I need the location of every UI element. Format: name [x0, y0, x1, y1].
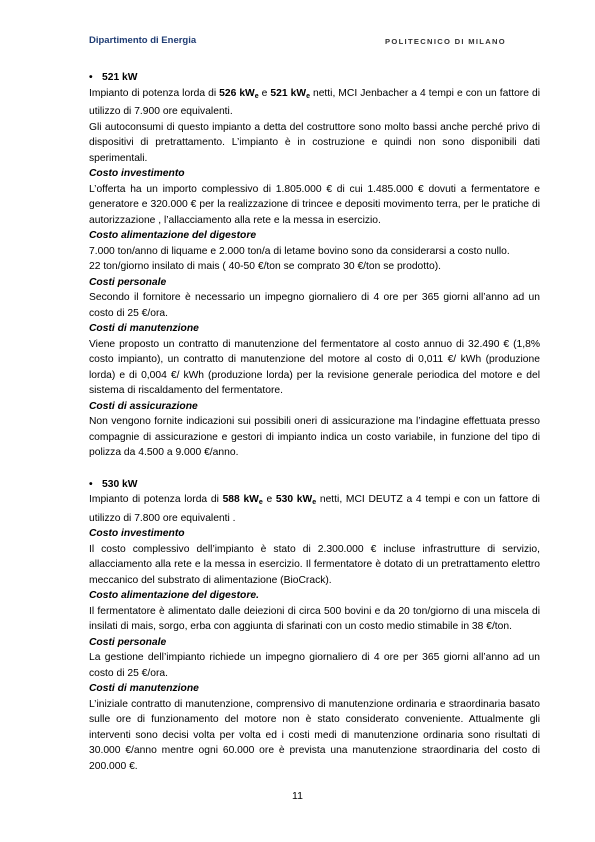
paragraph: Viene proposto un contratto di manutenzione del fermentatore al costo annuo di 32.490 € (1,8% costo impianto), un contratto di manutenzione del motore al costo di 0,011 €/ kWh (produzione lorda) e di 0,004 €/ kWh (produzione lorda) per la revisione generale periodica del motore e del sistema di riscaldamento del fermentatore. [89, 338, 540, 396]
subheading-maintenance: Costi di manutenzione [89, 323, 199, 334]
subheading-insurance: Costi di assicurazione [89, 400, 198, 412]
paragraph: L’offerta ha un importo complessivo di 1.805.000 € di cui 1.485.000 € dovuti a fermentatore e generatore e 320.000 € per la realizzazione di trincee e depositi movimento terra, per le pratiche di autorizzazione , l’allacciamento alla rete e la messa in esercizio. [89, 183, 540, 226]
section-530kw-heading [89, 477, 540, 493]
gross-power: 526 $kW_e$ [219, 87, 259, 100]
document-body [89, 70, 540, 774]
subheading-feed: Costo alimentazione del digestore [89, 230, 257, 241]
university-name: POLITECNICO DI MILANO [385, 37, 506, 46]
department-name: Dipartimento di Energia [89, 35, 197, 46]
net-power: 521 $kW_e$ [270, 87, 310, 100]
plant-description: Impianto di potenza lorda di 526 $kW_e$ e 521 $kW_e$ netti, MCI Jenbacher a 4 tempi e con un fattore di utilizzo di 7.900 ore equivalenti. [89, 87, 540, 117]
plant-description: Impianto di potenza lorda di 588 $kW_e$ e 530 $kW_e$ netti, MCI DEUTZ a 4 tempi e con un fattore di utilizzo di 7.800 ore equivalenti . [89, 494, 540, 524]
gross-power: 588 $kW_e$ [222, 494, 263, 506]
section-title: 521 kW [102, 72, 138, 83]
paragraph: L’iniziale contratto di manutenzione, comprensivo di manutenzione ordinaria e straordinaria basato sulle ore di funzionamento del motore non è stato considerato conveniente. Attualmente gli interventi sono decisi volta per volta ed i costi medi di manutenzione ordinaria sono risultati di 30.000 €/anno mentre ogni 60.000 ore è prevista una manutenzione straordinaria del costo di 200.000 €. [89, 698, 540, 772]
paragraph: Non vengono fornite indicazioni sui possibili oneri di assicurazione ma l’indagine effettuata presso compagnie di assicurazione e gestori di impianto indica un costo variabile, in funzione del tipo di polizza da 4.500 a 9.000 €/anno. [89, 416, 540, 458]
paragraph: La gestione dell’impianto richiede un impegno giornaliero di 4 ore per 365 giorni all’anno ad un costo di 25 €/ora. [89, 652, 540, 679]
subheading-feed: Costo alimentazione del digestore. [89, 590, 259, 601]
paragraph: Il fermentatore è alimentato dalle deiezioni di circa 500 bovini e da 20 ton/giorno di una miscela di insilati di mais, sorgo, erba con aggiunta di sfarinati con un costo medio stimabile in 38 €/ton. [89, 605, 540, 632]
section-spacer [89, 461, 540, 477]
paragraph: Gli autoconsumi di questo impianto a detta del costruttore sono molto bassi anche perché privo di dispositivi di pretrattamento. L’impianto è in costruzione e quindi non sono disponibili dati sperimentali. [89, 121, 540, 164]
subheading-investment: Costo investimento [89, 168, 185, 179]
subheading-staff: Costi personale [89, 276, 167, 288]
page-number: 11 [292, 790, 303, 802]
paragraph: 7.000 ton/anno di liquame e 2.000 ton/a di letame bovino sono da considerarsi a costo nullo. [89, 245, 510, 257]
section-521kw-heading [89, 70, 540, 86]
subheading-maintenance: Costi di manutenzione [89, 683, 199, 694]
paragraph: Il costo complessivo dell’impianto è stato di 2.300.000 € incluse infrastrutture di servizio, allacciamento alla rete e la messa in esercizio. Il fermentatore è dotato di un pretrattamento elettro meccanico del substrato di alimentazione (BioCrack). [89, 543, 540, 586]
paragraph: Secondo il fornitore è necessario un impegno giornaliero di 4 ore per 365 giorni all’anno ad un costo di 25 €/ora. [89, 292, 540, 319]
page-header [89, 35, 506, 51]
bullet-icon: • [89, 478, 93, 490]
section-title: 530 kW [102, 478, 138, 490]
net-power: 530 $kW_e$ [275, 494, 317, 506]
paragraph: 22 ton/giorno insilato di mais ( 40-50 €/ton se comprato 30 €/ton se prodotto). [89, 261, 442, 272]
subheading-staff: Costi personale [89, 636, 167, 648]
bullet-icon: • [89, 72, 93, 83]
subheading-investment: Costo investimento [89, 528, 185, 539]
